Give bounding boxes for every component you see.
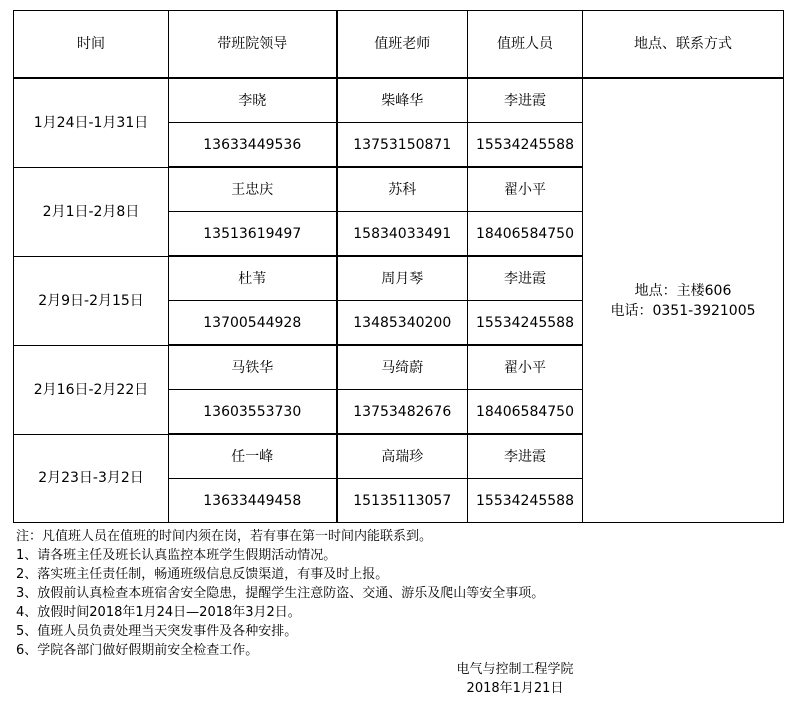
signature-date: 2018年1月21日 [466, 681, 564, 696]
period-cell: 2月1日-2月8日 [14, 167, 169, 256]
leader-name: 李晓 [169, 78, 337, 123]
leader-phone: 13633449458 [169, 479, 337, 523]
duty-schedule-table [13, 10, 784, 523]
notes-section [16, 527, 786, 660]
staff-phone: 15534245588 [468, 301, 583, 346]
staff-phone: 18406584750 [468, 212, 583, 257]
note-line: 1、请各班主任及班长认真监控本班学生假期活动情况。 [16, 548, 337, 563]
phone-text: 电话：0351-3921005 [610, 302, 756, 319]
note-line: 4、放假时间2018年1月24日—2018年3月2日。 [16, 605, 301, 620]
teacher-name: 柴峰华 [337, 78, 468, 123]
staff-phone: 15534245588 [468, 123, 583, 168]
table-row [14, 78, 784, 123]
note-line: 6、学院各部门做好假期前安全检查工作。 [16, 643, 259, 658]
staff-name: 李进霞 [468, 256, 583, 301]
period-cell: 2月23日-3月2日 [14, 434, 169, 523]
header-location: 地点、联系方式 [583, 11, 784, 79]
location-contact-cell [583, 78, 784, 523]
signature-org: 电气与控制工程学院 [456, 662, 574, 677]
leader-phone: 13633449536 [169, 123, 337, 168]
header-leader: 带班院领导 [169, 11, 337, 79]
header-staff: 值班人员 [468, 11, 583, 79]
staff-name: 翟小平 [468, 345, 583, 390]
teacher-phone: 13485340200 [337, 301, 468, 346]
period-cell: 2月9日-2月15日 [14, 256, 169, 345]
staff-name: 翟小平 [468, 167, 583, 212]
teacher-name: 高瑞珍 [337, 434, 468, 479]
leader-name: 王忠庆 [169, 167, 337, 212]
staff-phone: 18406584750 [468, 390, 583, 435]
staff-phone: 15534245588 [468, 479, 583, 523]
note-line: 注：凡值班人员在值班的时间内须在岗，若有事在第一时间内能联系到。 [16, 529, 433, 544]
leader-name: 任一峰 [169, 434, 337, 479]
staff-name: 李进霞 [468, 78, 583, 123]
note-line: 3、放假前认真检查本班宿舍安全隐患，提醒学生注意防盗、交通、游乐及爬山等安全事项。 [16, 586, 545, 601]
header-teacher: 值班老师 [337, 11, 468, 79]
staff-name: 李进霞 [468, 434, 583, 479]
teacher-phone: 15834033491 [337, 212, 468, 257]
note-line: 2、落实班主任责任制，畅通班级信息反馈渠道，有事及时上报。 [16, 567, 389, 582]
teacher-phone: 15135113057 [337, 479, 468, 523]
teacher-name: 周月琴 [337, 256, 468, 301]
signature-block [400, 660, 630, 698]
leader-phone: 13700544928 [169, 301, 337, 346]
leader-phone: 13603553730 [169, 390, 337, 435]
header-time: 时间 [14, 11, 169, 79]
teacher-phone: 13753150871 [337, 123, 468, 168]
teacher-name: 苏科 [337, 167, 468, 212]
location-text: 地点：主楼606 [634, 282, 732, 299]
leader-name: 杜苇 [169, 256, 337, 301]
leader-name: 马铁华 [169, 345, 337, 390]
period-cell: 1月24日-1月31日 [14, 78, 169, 167]
teacher-phone: 13753482676 [337, 390, 468, 435]
table-header-row [14, 11, 784, 79]
teacher-name: 马绮蔚 [337, 345, 468, 390]
period-cell: 2月16日-2月22日 [14, 345, 169, 434]
leader-phone: 13513619497 [169, 212, 337, 257]
note-line: 5、值班人员负责处理当天突发事件及各种安排。 [16, 624, 298, 639]
